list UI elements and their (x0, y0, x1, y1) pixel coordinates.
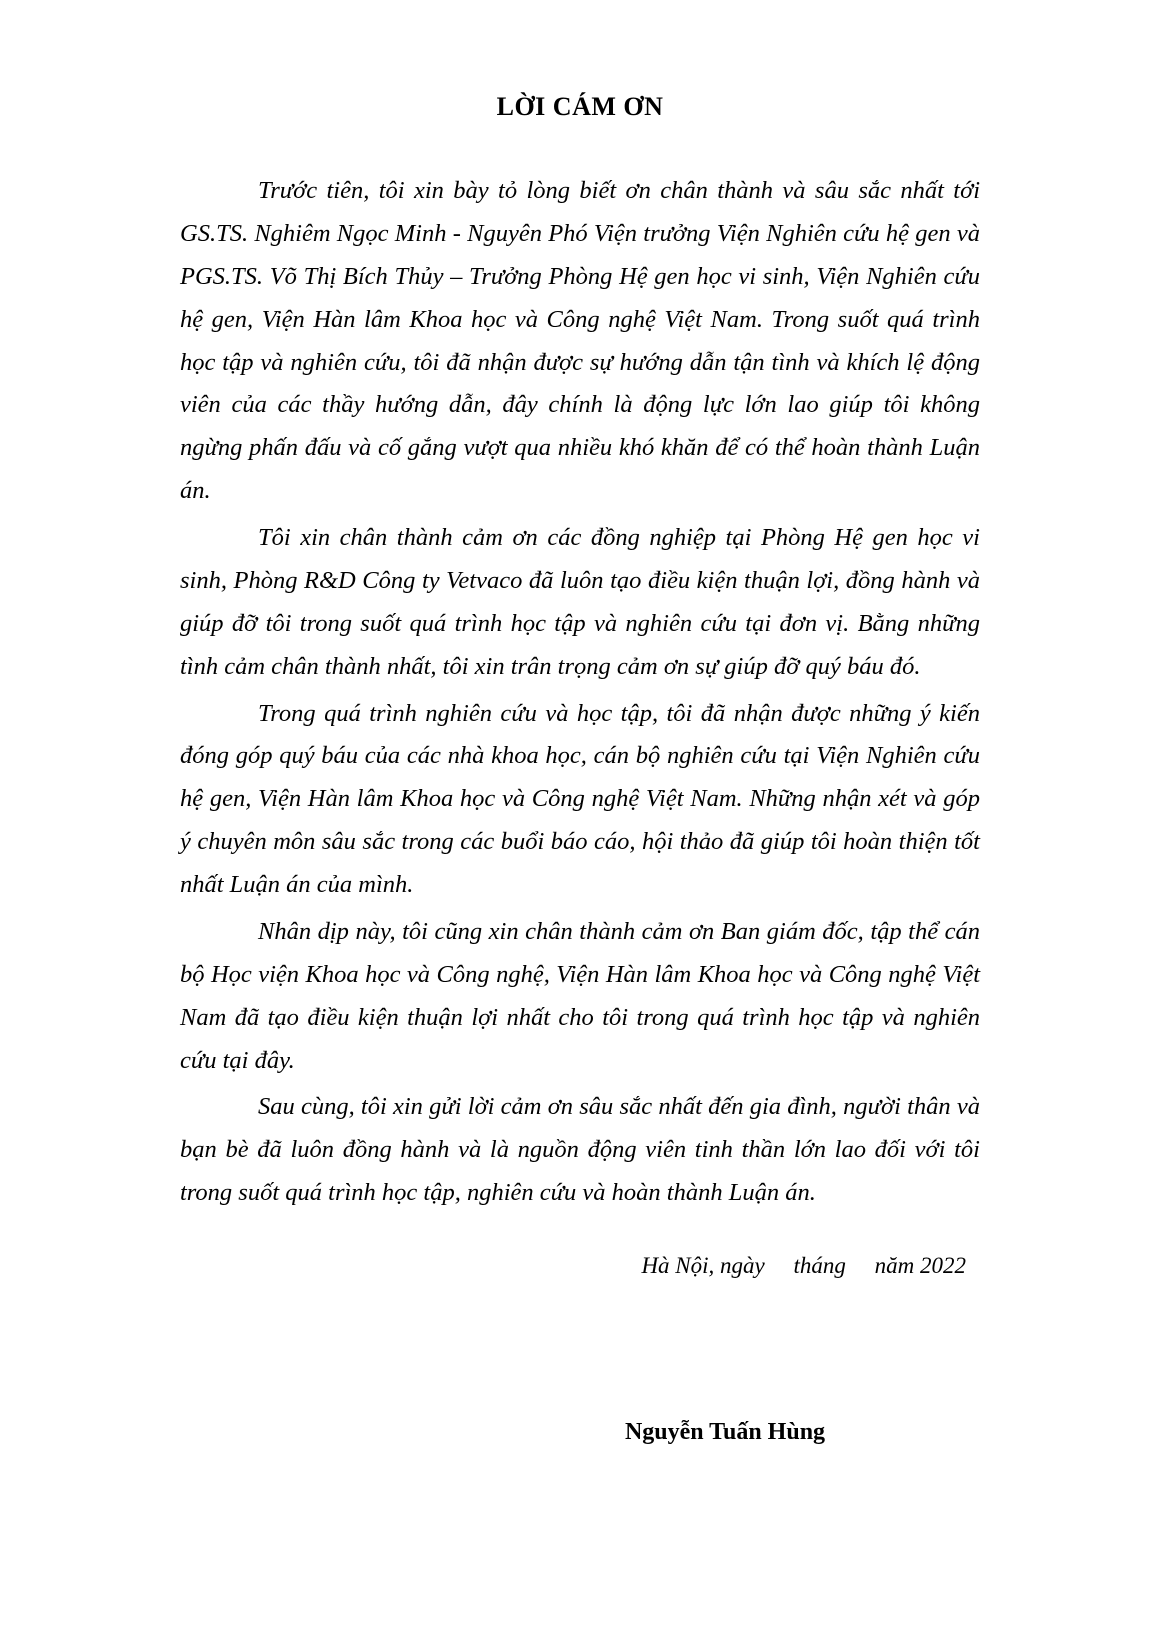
paragraph-3: Trong quá trình nghiên cứu và học tập, tôi đã nhận được những ý kiến đóng góp quý báu của các nhà khoa học, cán bộ nghiên cứu tại Viện Nghiên cứu hệ gen, Viện Hàn lâm Khoa học và Công nghệ Việt Nam. Những nhận xét và góp ý chuyên môn sâu sắc trong các buổi báo cáo, hội thảo đã giúp tôi hoàn thiện tốt nhất Luận án của mình. (180, 699, 980, 898)
date-line: Hà Nội, ngày tháng năm 2022 (641, 1253, 966, 1278)
page-title: LỜI CÁM ƠN (496, 92, 664, 121)
document-body (180, 92, 980, 1446)
paragraph-1: Trước tiên, tôi xin bày tỏ lòng biết ơn chân thành và sâu sắc nhất tới GS.TS. Nghiêm Ngọc Minh - Nguyên Phó Viện trưởng Viện Nghiên cứu hệ gen và PGS.TS. Võ Thị Bích Thủy – Trưởng Phòng Hệ gen học vi sinh, Viện Nghiên cứu hệ gen, Viện Hàn lâm Khoa học và Công nghệ Việt Nam. Trong suốt quá trình học tập và nghiên cứu, tôi đã nhận được sự hướng dẫn tận tình và khích lệ động viên của các thầy hướng dẫn, đây chính là động lực lớn lao giúp tôi không ngừng phấn đấu và cố gắng vượt qua nhiều khó khăn để có thể hoàn thành Luận án. (180, 177, 980, 505)
signature-name: Nguyễn Tuấn Hùng (624, 1419, 826, 1445)
paragraph-4: Nhân dịp này, tôi cũng xin chân thành cảm ơn Ban giám đốc, tập thể cán bộ Học viện Khoa học và Công nghệ, Viện Hàn lâm Khoa học và Công nghệ Việt Nam đã tạo điều kiện thuận lợi nhất cho tôi trong quá trình học tập và nghiên cứu tại đây. (180, 917, 980, 1074)
paragraph-2: Tôi xin chân thành cảm ơn các đồng nghiệp tại Phòng Hệ gen học vi sinh, Phòng R&D Công ty Vetvaco đã luôn tạo điều kiện thuận lợi, đồng hành và giúp đỡ tôi trong suốt quá trình học tập và nghiên cứu tại đơn vị. Bằng những tình cảm chân thành nhất, tôi xin trân trọng cảm ơn sự giúp đỡ quý báu đó. (180, 524, 980, 680)
paragraph-5: Sau cùng, tôi xin gửi lời cảm ơn sâu sắc nhất đến gia đình, người thân và bạn bè đã luôn đồng hành và là nguồn động viên tinh thần lớn lao đối với tôi trong suốt quá trình học tập, nghiên cứu và hoàn thành Luận án. (180, 1093, 980, 1207)
